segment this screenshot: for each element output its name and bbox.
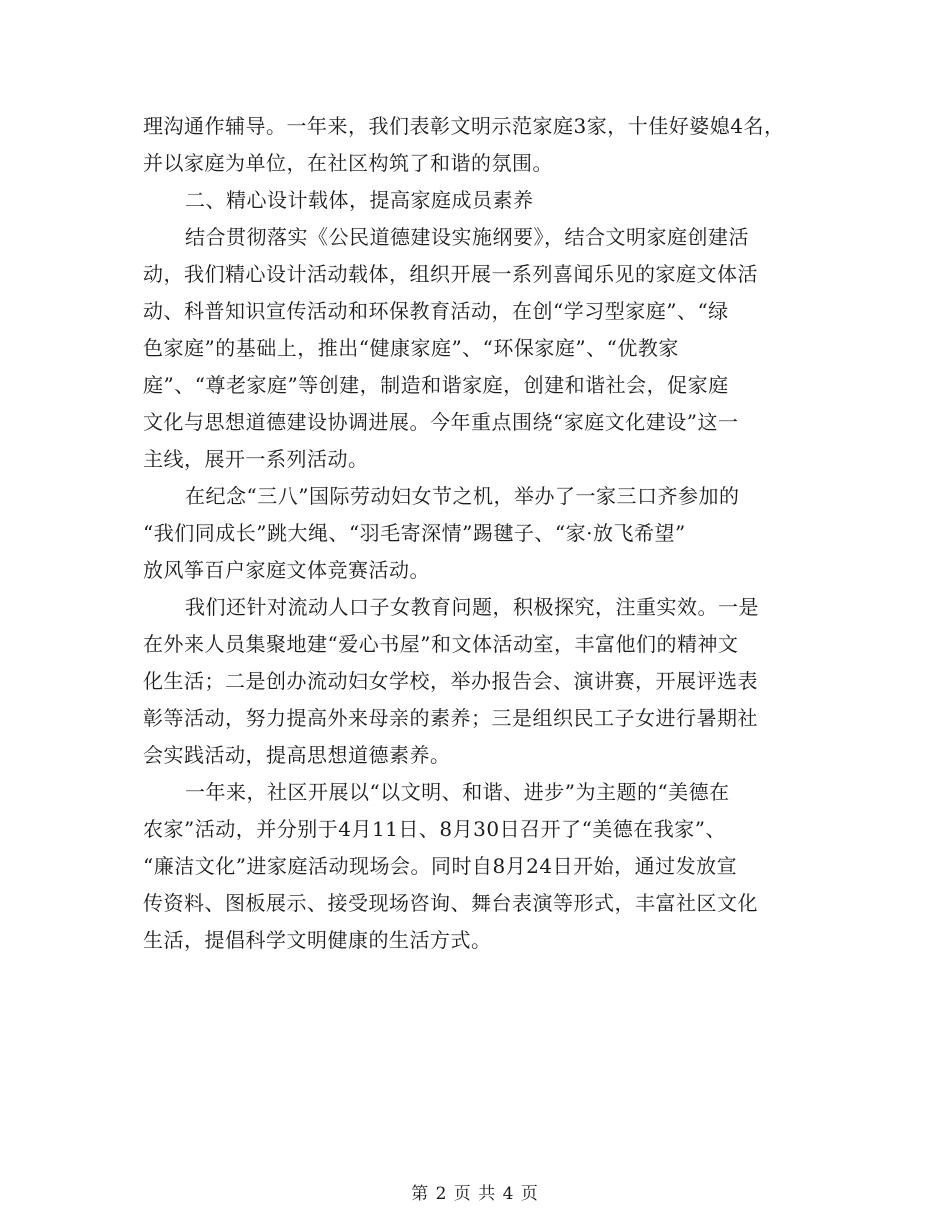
page-number-footer: 第 2 页 共 4 页	[411, 1184, 539, 1204]
document-body	[143, 108, 808, 959]
text-line: 会实践活动，提高思想道德素养。	[143, 743, 451, 767]
text-line: 并以家庭为单位，在社区构筑了和谐的氛围。	[143, 151, 553, 175]
text-line: “廉洁文化”进家庭活动现场会。同时自8月24日开始，通过发放宣	[143, 854, 738, 878]
text-line: 我们还针对流动人口子女教育问题，积极探究，注重实效。一是	[185, 595, 759, 619]
text-line: “我们同成长”跳大绳、“羽毛寄深情”踢毽子、“家·放飞希望”	[143, 521, 686, 545]
text-line: 农家”活动，并分别于4月11日、8月30日召开了“美德在我家”、	[143, 817, 727, 841]
text-line: 二、精心设计载体，提高家庭成员素养	[185, 188, 534, 212]
text-line: 化生活；二是创办流动妇女学校，举办报告会、演讲赛，开展评选表	[143, 669, 758, 693]
text-line: 色家庭”的基础上，推出“健康家庭”、“环保家庭”、“优教家	[143, 336, 679, 360]
text-line: 结合贯彻落实《公民道德建设实施纲要》，结合文明家庭创建活	[185, 225, 749, 249]
text-line: 主线，展开一系列活动。	[143, 447, 369, 471]
text-line: 彰等活动，努力提高外来母亲的素养；三是组织民工子女进行暑期社	[143, 706, 758, 730]
text-line: 放风筝百户家庭文体竞赛活动。	[143, 558, 430, 582]
text-line: 生活，提倡科学文明健康的生活方式。	[143, 928, 492, 952]
text-line: 文化与思想道德建设协调进展。今年重点围绕“家庭文化建设”这一	[143, 410, 739, 434]
text-line: 在外来人员集聚地建“爱心书屋”和文体活动室，丰富他们的精神文	[143, 632, 739, 656]
text-line: 动、科普知识宣传活动和环保教育活动，在创“学习型家庭”、“绿	[143, 299, 729, 323]
text-line: 理沟通作辅导。一年来，我们表彰文明示范家庭3家，十佳好婆媳4名，	[143, 114, 785, 138]
text-line: 动，我们精心设计活动载体，组织开展一系列喜闻乐见的家庭文体活	[143, 262, 758, 286]
text-line: 传资料、图板展示、接受现场咨询、舞台表演等形式，丰富社区文化	[143, 891, 758, 915]
text-line: 庭”、“尊老家庭”等创建，制造和谐家庭，创建和谐社会，促家庭	[143, 373, 729, 397]
text-line: 在纪念“三八”国际劳动妇女节之机，举办了一家三口齐参加的	[185, 484, 740, 508]
text-line: 一年来，社区开展以“以文明、和谐、进步”为主题的“美德在	[185, 780, 730, 804]
